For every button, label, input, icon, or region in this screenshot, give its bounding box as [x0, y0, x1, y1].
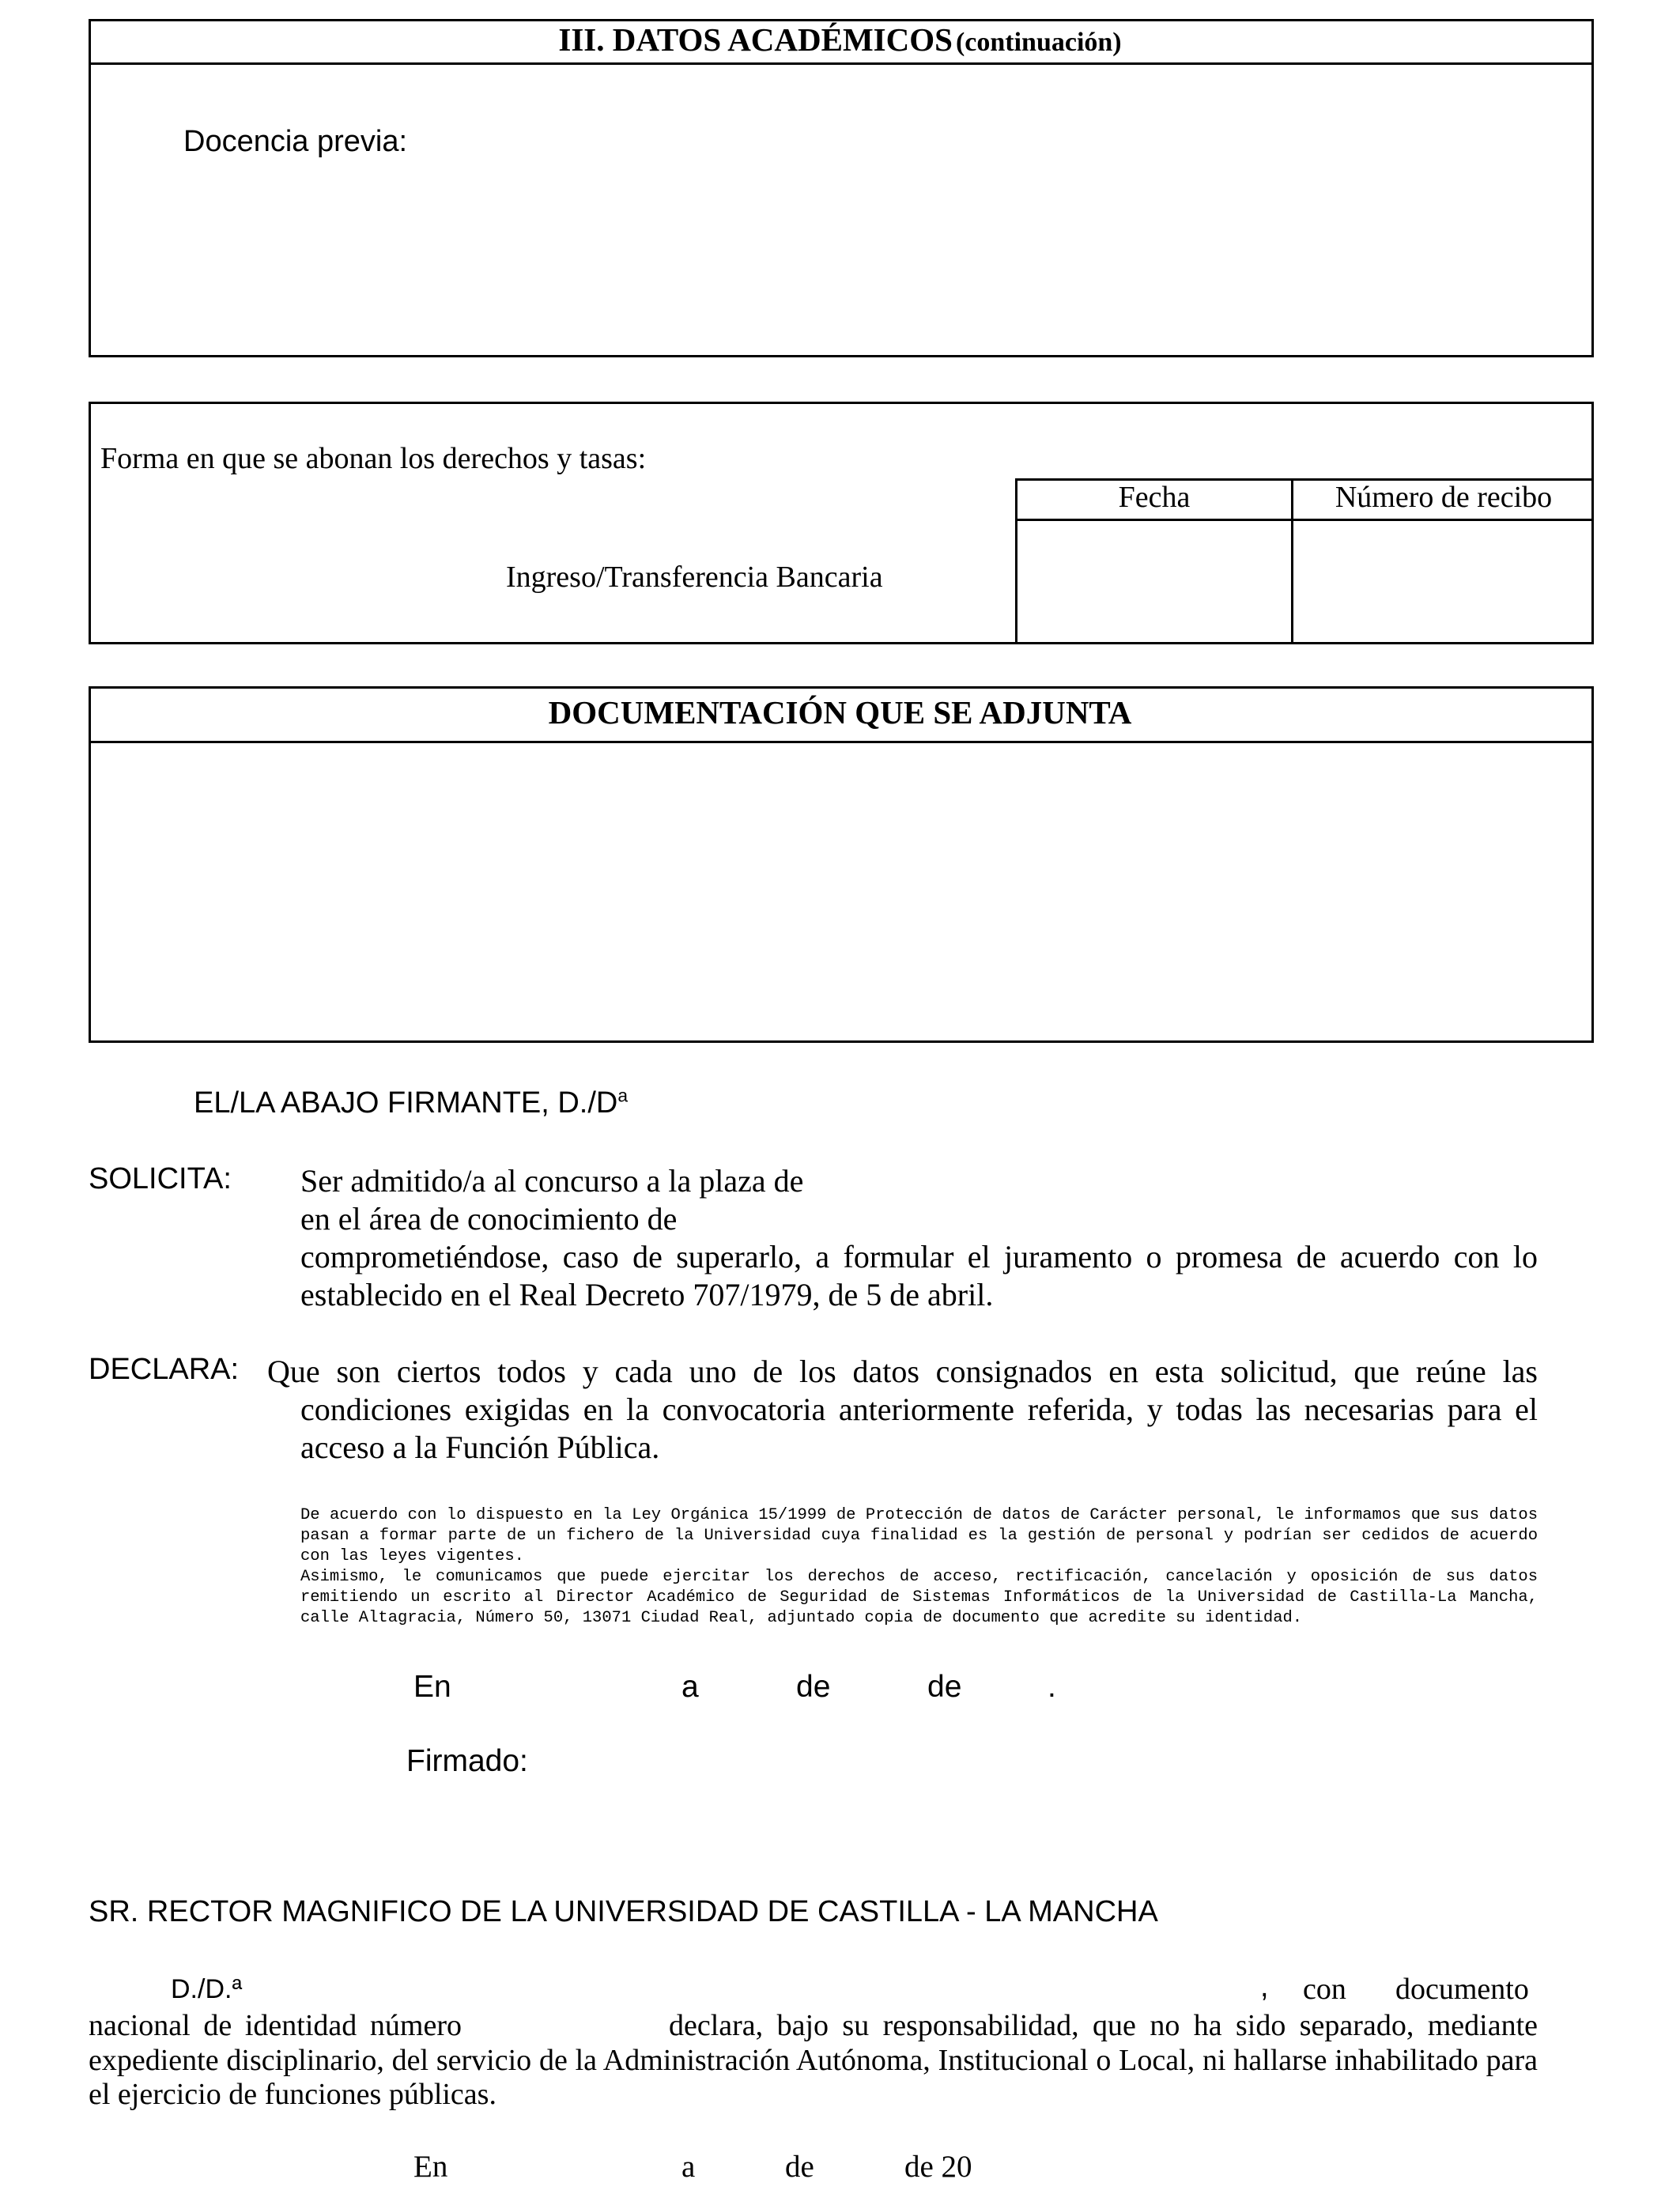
section-subtitle: (continuación) — [955, 28, 1122, 57]
date-column-header: Fecha — [1118, 481, 1191, 514]
signer-label — [194, 1086, 628, 1120]
sworn-name-field[interactable] — [269, 1972, 1249, 2008]
addressee: SR. RECTOR MAGNIFICO DE LA UNIVERSIDAD DE CASTILLA - LA MANCHA — [89, 1895, 1158, 1928]
solicita-line-4: establecido en el Real Decreto 707/1979, de 5 de abril. — [300, 1277, 994, 1312]
sworn-dd-label: D./D.ª — [171, 1974, 243, 2004]
payment-date-field[interactable] — [1018, 522, 1289, 642]
solicita-line-1: Ser admitido/a al concurso a la plaza de — [300, 1163, 804, 1199]
sworn-line-4: el ejercicio de funciones públicas. — [89, 2078, 496, 2111]
previous-teaching-label: Docencia previa: — [183, 125, 408, 158]
payment-label: Forma en que se abonan los derechos y tasas: — [100, 442, 647, 475]
solicita-label: SOLICITA: — [89, 1162, 232, 1195]
firmado-label: Firmado: — [406, 1744, 528, 1778]
declara-line-3: acceso a la Función Pública. — [300, 1429, 660, 1465]
sworn-comma: , — [1260, 1970, 1269, 2003]
sworn-line-3: expediente disciplinario, del servicio de la Administración Autónoma, Institucional o Local, ni hallarse inhabilitado para — [89, 2044, 1538, 2077]
documentation-field[interactable] — [92, 744, 1591, 1040]
id-number-field[interactable] — [498, 2007, 656, 2043]
academic-section-heading — [0, 21, 1680, 59]
documentation-title: DOCUMENTACIÓN QUE SE ADJUNTA — [548, 694, 1132, 731]
declara-line-2: condiciones exigidas en la convocatoria anteriormente referida, y todas las necesarias para el — [300, 1392, 1538, 1427]
sworn-line-2-right: declara, bajo su responsabilidad, que no ha sido separado, mediante — [669, 2009, 1538, 2042]
privacy-paragraph-2: Asimismo, le comunicamos que puede ejercitar los derechos de acceso, rectificación, cancelación y oposición de sus datos remitiendo un escrito al Director Académico de Seguridad de Sistemas Informáticos de la Universidad de Castilla-La Mancha, calle Altagracia, Número 50, 13071 Ciudad Real, adjuntado copia de documento que acredite su identidad. — [300, 1568, 1538, 1627]
footer-day-field[interactable] — [704, 2147, 779, 2184]
section-title: III. DATOS ACADÉMICOS — [558, 21, 953, 58]
previous-teaching-field[interactable] — [92, 65, 1591, 354]
solicita-line-2: en el área de conocimiento de — [300, 1201, 678, 1237]
sign-de-1: de — [796, 1670, 831, 1704]
sign-en: En — [413, 1670, 451, 1704]
signer-label-text: EL/LA ABAJO FIRMANTE, D./D — [194, 1086, 618, 1120]
footer-month-field[interactable] — [826, 2147, 901, 2184]
sign-year-field[interactable] — [968, 1668, 1044, 1706]
footer-place-field[interactable] — [459, 2147, 672, 2184]
footer-a: a — [681, 2150, 696, 2184]
sworn-line-2-left: nacional de identidad número — [89, 2009, 462, 2042]
documentation-header-divider — [89, 741, 1594, 743]
sign-a: a — [681, 1670, 699, 1704]
declara-first-line: Que son ciertos todos y cada uno de los datos consignados en esta solicitud, que reúne las — [267, 1354, 1538, 1389]
footer-de-2: de 20 — [904, 2150, 972, 2184]
payment-table-header-divider — [1015, 519, 1594, 521]
sign-period: . — [1048, 1670, 1056, 1704]
sign-place-field[interactable] — [459, 1668, 672, 1706]
payment-method: Ingreso/Transferencia Bancaria — [506, 561, 883, 594]
footer-en: En — [413, 2150, 448, 2184]
sworn-con: con — [1303, 1973, 1346, 2006]
receipt-number-field[interactable] — [1294, 522, 1591, 642]
signature-field[interactable] — [538, 1739, 1091, 1826]
solicita-line-3: comprometiéndose, caso de superarlo, a formular el juramento o promesa de acuerdo con lo — [300, 1239, 1538, 1274]
privacy-notice — [300, 1505, 1538, 1629]
receipt-column-header: Número de recibo — [1335, 481, 1553, 514]
signer-label-sup: a — [617, 1085, 629, 1106]
sign-month-field[interactable] — [838, 1668, 921, 1706]
sign-day-field[interactable] — [704, 1668, 791, 1706]
sign-de-2: de — [927, 1670, 962, 1704]
footer-year-field[interactable] — [977, 2147, 1040, 2184]
sworn-documento: documento — [1395, 1973, 1529, 2006]
privacy-paragraph-1: De acuerdo con lo dispuesto en la Ley Orgánica 15/1999 de Protección de datos de Carácter personal, le informamos que sus datos pasan a formar parte de un fichero de la Universidad cuya finalidad es la gestión de personal y podrían ser cedidos de acuerdo con las leyes vigentes. — [300, 1506, 1538, 1565]
declara-label: DECLARA: — [89, 1353, 240, 1386]
footer-de-1: de — [785, 2150, 814, 2184]
